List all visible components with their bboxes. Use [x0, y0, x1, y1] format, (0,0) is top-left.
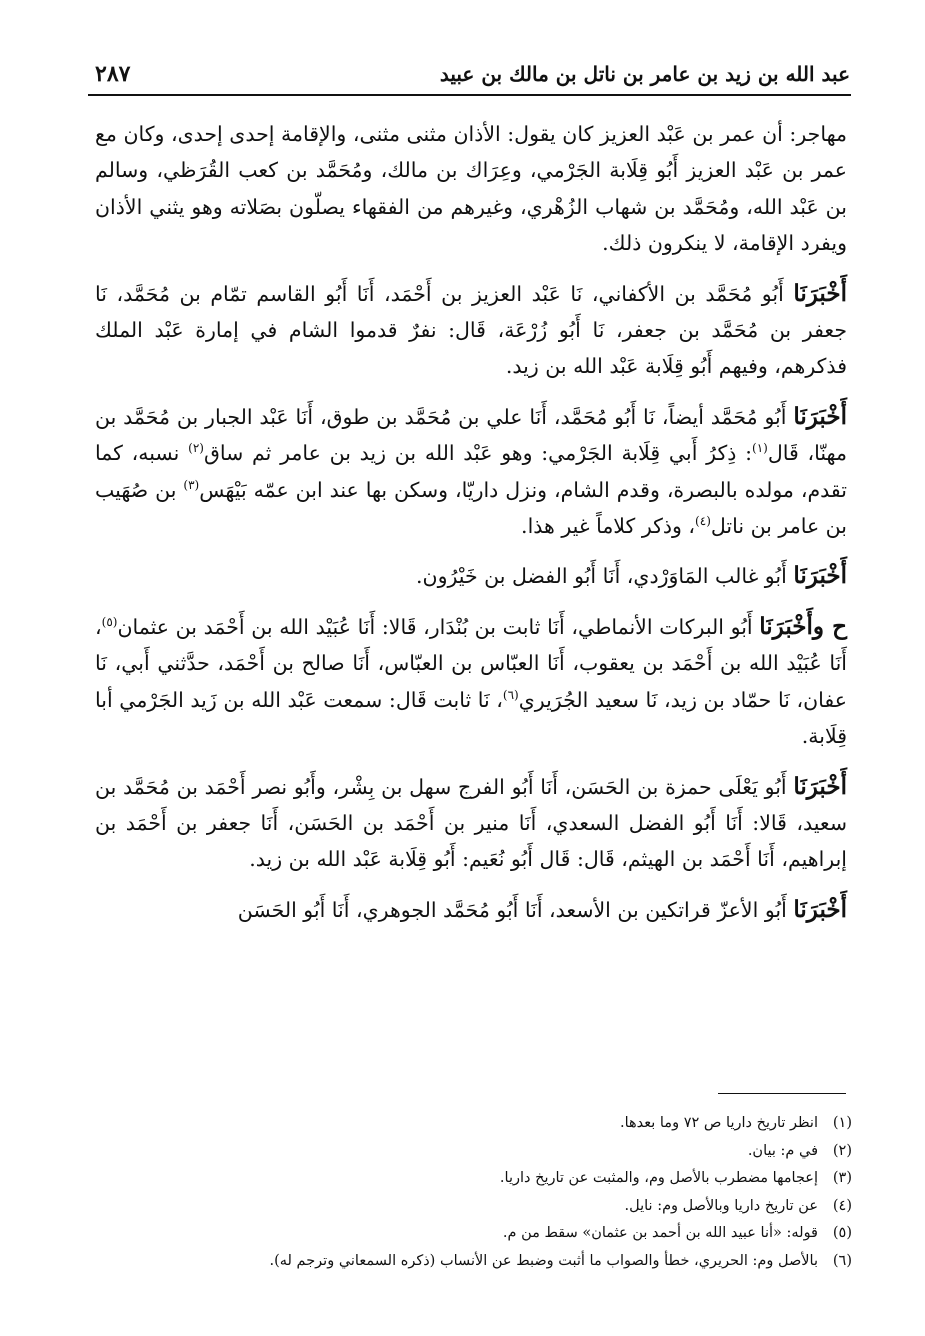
- paragraph-text: : ذِكرُ أَبي قِلَابة الجَرْمي: وهو عَبْد الله بن زيد بن عامر ثم ساق: [203, 441, 752, 466]
- footnote-5: [150, 1220, 852, 1248]
- footnote-text: قوله: «أنا عبيد الله بن أحمد بن عثمان» سقط من م.: [502, 1225, 818, 1241]
- footnote-number: (١): [832, 1115, 852, 1131]
- paragraph-lead: أَخْبَرَنَا: [793, 402, 847, 430]
- body-text: [95, 116, 847, 942]
- paragraph-text: أَبُو يَعْلَى حمزة بن الحَسَن، أَنَا أَبُو الفرج سهل بن بِشْر، وأَبُو نصر أَحْمَد بن مُحَمَّد بن سعيد، قَالا: أَنَا أَبُو الفضل السعدي، أَنَا منير بن أَحْمَد بن الحَسَن، أَنَا جعفر بن أَحْمَد بن إبراهيم، أَنَا أَحْمَد بن الهيثم، قَال: قَال أَبُو نُعَيم: أَبُو قِلَابة عَبْد الله بن زيد.: [95, 774, 847, 872]
- footnote-number: (٥): [832, 1225, 852, 1241]
- footnote-number: (٢): [832, 1142, 852, 1159]
- paragraph-3: [95, 399, 847, 545]
- paragraph-5: [95, 609, 847, 755]
- footnote-ref-4[interactable]: (٤): [695, 514, 711, 529]
- paragraph-4: [95, 558, 847, 594]
- footnote-3: [150, 1165, 852, 1193]
- footnote-text: إعجامها مضطرب بالأصل وم، والمثبت عن تاريخ داريا.: [499, 1170, 818, 1186]
- paragraph-text: مهاجر: أن عمر بن عَبْد العزيز كان يقول: الأذان مثنى مثنى، والإقامة إحدى إحدى، وكان مع عمر بن عَبْد العزيز أَبُو قِلَابة الجَرْمي، وعِرَاك بن مالك، ومُحَمَّد بن كعب القُرَظي، وسالم بن عَبْد الله، ومُحَمَّد بن شهاب الزُهْري، وغيرهم من الفقهاء يصلّون بصَلاته وهو يثني الأذان ويفرد الإقامة، لا ينكرون ذلك.: [95, 122, 847, 256]
- paragraph-text: ، وذكر كلاماً غير هذا.: [521, 514, 696, 539]
- footnote-number: (٦): [832, 1252, 852, 1269]
- footnote-text: عن تاريخ داريا وبالأصل وم: نايل.: [624, 1197, 818, 1214]
- paragraph-lead: أَخْبَرَنَا: [793, 279, 847, 307]
- paragraph-text: بن صُهَيب بن عامر بن ناتل: [95, 477, 847, 539]
- paragraph-text: أَبُو البركات الأنماطي، أَنَا ثابت بن بُنْدَار، قَالا: أَنَا عُبَيْد الله بن أَحْمَد بن عثمان: [117, 614, 753, 639]
- footnote-ref-6[interactable]: (٦): [502, 687, 519, 702]
- paragraph-text: أَبُو مُحَمَّد بن الأكفاني، نَا عَبْد العزيز بن أَحْمَد، أَنَا أَبُو القاسم تمّام بن مُحَمَّد، نَا جعفر بن مُحَمَّد بن جعفر، نَا أَبُو زُرْعَة، قَال: نفرٌ قدموا الشام في إمارة عَبْد الملك فذكرهم، وفيهم أَبُو قِلَابة عَبْد الله بن زيد.: [95, 281, 847, 379]
- footnote-rule: [718, 1093, 846, 1094]
- paragraph-text: ، نَا ثابت قَال: سمعت عَبْد الله بن زَيد الجَرْمي أبا قِلَابة.: [95, 687, 847, 749]
- footnote-text: في م: بيان.: [747, 1142, 818, 1159]
- paragraph-text: أَبُو مُحَمَّد أيضاً، نَا أَبُو مُحَمَّد، أَنَا علي بن مُحَمَّد بن طوق، أَنَا عَبْد الجبار بن مُحَمَّد بن مهنّا، قَال: [95, 404, 847, 466]
- footnote-ref-2[interactable]: (٢): [188, 441, 204, 456]
- footnote-number: (٤): [832, 1197, 852, 1214]
- paragraph-6: [95, 769, 847, 878]
- footnote-1: [150, 1110, 852, 1138]
- footnote-ref-1[interactable]: (١): [752, 441, 768, 456]
- paragraph-text: أَبُو الأعزّ قراتكين بن الأسعد، أَنَا أَبُو مُحَمَّد الجوهري، أَنَا أَبُو الحَسَن: [237, 897, 787, 922]
- footnotes: [150, 1110, 852, 1275]
- paragraph-lead: ح وأَخْبَرَنَا: [759, 612, 848, 640]
- footnote-ref-3[interactable]: (٣): [183, 477, 200, 492]
- paragraph-1: [95, 116, 847, 262]
- paragraph-lead: أَخْبَرَنَا: [793, 562, 847, 590]
- footnote-text: انظر تاريخ داريا ص ٧٢ وما بعدها.: [619, 1115, 818, 1131]
- footnote-text: بالأصل وم: الحريري، خطأ والصواب ما أثبت وضبط عن الأنساب (ذكره السمعاني وترجم له).: [269, 1252, 818, 1269]
- footnote-ref-5[interactable]: (٥): [101, 615, 118, 630]
- footnote-2: [150, 1138, 852, 1166]
- paragraph-2: [95, 276, 847, 385]
- page-number: ٢٨٧: [95, 61, 131, 87]
- footnote-6: [150, 1248, 852, 1276]
- paragraph-text: ، أَنَا عُبَيْد الله بن أَحْمَد بن يعقوب، أَنَا العبّاس بن العبّاس، أَنَا صالح بن أَحْمَد، حدَّثني أَبي، نَا عفان، نَا حمّاد بن زيد، نَا سعيد الجُرَيري: [95, 614, 847, 712]
- running-title: عبد الله بن زيد بن عامر بن ناتل بن مالك بن عبيد: [439, 62, 850, 86]
- running-head: [95, 58, 850, 90]
- footnote-number: (٣): [832, 1170, 852, 1186]
- paragraph-lead: أَخْبَرَنَا: [793, 895, 847, 923]
- paragraph-text: أَبُو غالب المَاوَرْدي، أَنَا أَبُو الفضل بن خَيْرُون.: [416, 564, 787, 589]
- paragraph-text: نسبه، كما تقدم، مولده بالبصرة، وقدم الشام، ونزل داريّا، وسكن بها عند ابن عمّه بَيْهَس: [95, 441, 847, 502]
- footnote-4: [150, 1193, 852, 1221]
- paragraph-7: [95, 892, 847, 928]
- header-rule: [88, 94, 851, 96]
- paragraph-lead: أَخْبَرَنَا: [793, 772, 847, 800]
